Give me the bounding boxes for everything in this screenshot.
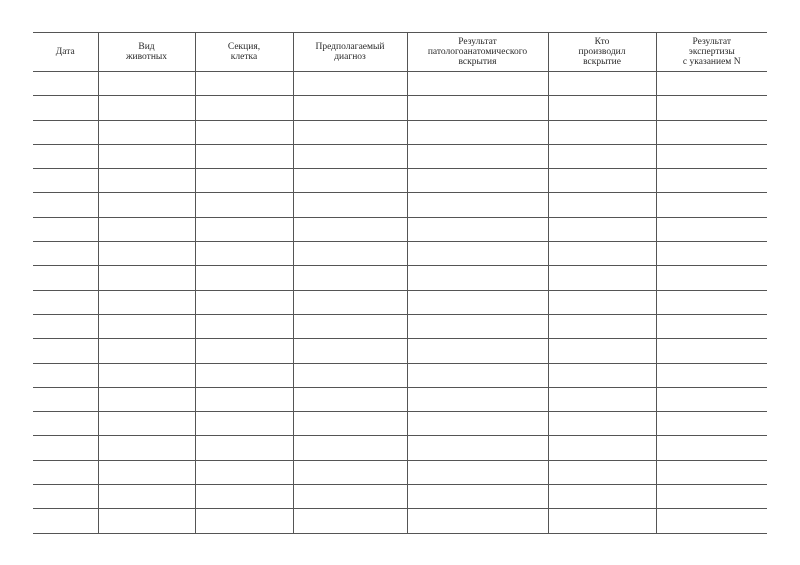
table-cell	[548, 96, 656, 120]
table-cell	[195, 290, 293, 314]
table-cell	[407, 242, 548, 266]
table-cell	[407, 460, 548, 484]
table-cell	[656, 144, 767, 168]
table-cell	[656, 169, 767, 193]
table-cell	[293, 485, 407, 509]
table-cell	[98, 193, 195, 217]
table-cell	[656, 436, 767, 460]
table-row	[33, 509, 767, 533]
table-cell	[293, 387, 407, 411]
table-cell	[656, 266, 767, 290]
table-cell	[293, 144, 407, 168]
table-cell	[293, 509, 407, 533]
table-row	[33, 436, 767, 460]
table-cell	[407, 387, 548, 411]
table-cell	[33, 96, 98, 120]
table-cell	[656, 387, 767, 411]
column-header-presumed-diagnosis: Предполагаемый диагноз	[293, 33, 407, 72]
table-row	[33, 290, 767, 314]
table-cell	[293, 363, 407, 387]
column-header-date: Дата	[33, 33, 98, 72]
table-cell	[33, 72, 98, 96]
table-cell	[656, 460, 767, 484]
table-cell	[293, 266, 407, 290]
table-cell	[195, 314, 293, 338]
table-cell	[293, 169, 407, 193]
table-cell	[98, 96, 195, 120]
table-cell	[33, 363, 98, 387]
table-cell	[98, 169, 195, 193]
table-row	[33, 412, 767, 436]
table-cell	[548, 314, 656, 338]
table-cell	[33, 509, 98, 533]
table-cell	[656, 120, 767, 144]
table-cell	[407, 412, 548, 436]
table-cell	[293, 96, 407, 120]
table-cell	[195, 485, 293, 509]
table-cell	[195, 217, 293, 241]
table-body	[33, 72, 767, 534]
table-cell	[407, 72, 548, 96]
table-cell	[98, 266, 195, 290]
table-cell	[98, 144, 195, 168]
table-cell	[548, 72, 656, 96]
column-header-performed-by: Кто производил вскрытие	[548, 33, 656, 72]
table-header-row	[33, 33, 767, 72]
table-cell	[407, 144, 548, 168]
table-cell	[33, 460, 98, 484]
table-cell	[293, 217, 407, 241]
column-header-expertise-result: Результат экспертизы с указанием N	[656, 33, 767, 72]
table-cell	[195, 242, 293, 266]
table-row	[33, 242, 767, 266]
table-cell	[195, 266, 293, 290]
table-cell	[195, 460, 293, 484]
table-cell	[407, 363, 548, 387]
table-cell	[293, 120, 407, 144]
table-cell	[293, 72, 407, 96]
table-cell	[548, 339, 656, 363]
table-cell	[33, 120, 98, 144]
table-row	[33, 169, 767, 193]
table-cell	[195, 387, 293, 411]
table-cell	[548, 217, 656, 241]
table-cell	[293, 412, 407, 436]
table-cell	[548, 436, 656, 460]
table-cell	[195, 96, 293, 120]
table-cell	[656, 217, 767, 241]
autopsy-journal-table	[33, 32, 767, 534]
table-cell	[33, 217, 98, 241]
table-cell	[98, 339, 195, 363]
table-cell	[33, 144, 98, 168]
table-row	[33, 193, 767, 217]
table-row	[33, 485, 767, 509]
table-row	[33, 460, 767, 484]
table-cell	[98, 242, 195, 266]
table-cell	[407, 436, 548, 460]
table-cell	[407, 485, 548, 509]
table-row	[33, 363, 767, 387]
table-cell	[548, 266, 656, 290]
table-cell	[98, 460, 195, 484]
table-cell	[293, 314, 407, 338]
table-cell	[98, 436, 195, 460]
table-cell	[548, 460, 656, 484]
table-cell	[656, 96, 767, 120]
table-cell	[195, 412, 293, 436]
table-cell	[98, 290, 195, 314]
table-cell	[33, 436, 98, 460]
table-cell	[98, 412, 195, 436]
table-cell	[407, 96, 548, 120]
table-cell	[98, 314, 195, 338]
table-cell	[195, 509, 293, 533]
table-cell	[293, 436, 407, 460]
table-row	[33, 217, 767, 241]
table-cell	[407, 266, 548, 290]
table-cell	[195, 72, 293, 96]
table-cell	[98, 485, 195, 509]
table-cell	[548, 242, 656, 266]
table-cell	[33, 412, 98, 436]
table-cell	[195, 120, 293, 144]
table-cell	[407, 339, 548, 363]
table-row	[33, 120, 767, 144]
table-cell	[33, 169, 98, 193]
table-cell	[548, 144, 656, 168]
table-cell	[195, 169, 293, 193]
table-cell	[548, 509, 656, 533]
table-cell	[656, 193, 767, 217]
table-row	[33, 387, 767, 411]
table-cell	[656, 485, 767, 509]
table-cell	[548, 485, 656, 509]
table-cell	[548, 193, 656, 217]
table-cell	[98, 217, 195, 241]
table-row	[33, 314, 767, 338]
table-cell	[656, 363, 767, 387]
table-cell	[548, 169, 656, 193]
table-cell	[293, 242, 407, 266]
table-cell	[656, 412, 767, 436]
table-cell	[195, 144, 293, 168]
table-cell	[656, 242, 767, 266]
table-row	[33, 144, 767, 168]
table-cell	[656, 72, 767, 96]
table-cell	[407, 120, 548, 144]
table-cell	[33, 314, 98, 338]
table-row	[33, 96, 767, 120]
table-cell	[195, 339, 293, 363]
table-cell	[293, 193, 407, 217]
table-cell	[98, 387, 195, 411]
table-cell	[656, 339, 767, 363]
table-cell	[33, 266, 98, 290]
table-cell	[98, 363, 195, 387]
column-header-autopsy-result: Результат патологоанатомического вскрытия	[407, 33, 548, 72]
column-header-animal-species: Вид животных	[98, 33, 195, 72]
table-cell	[98, 120, 195, 144]
table-row	[33, 72, 767, 96]
table-cell	[656, 314, 767, 338]
table-cell	[195, 193, 293, 217]
table-cell	[656, 290, 767, 314]
table-cell	[33, 290, 98, 314]
table-cell	[33, 242, 98, 266]
table-cell	[548, 363, 656, 387]
table-cell	[656, 509, 767, 533]
table-cell	[33, 193, 98, 217]
table-cell	[548, 387, 656, 411]
table-row	[33, 339, 767, 363]
table-cell	[195, 436, 293, 460]
column-header-section-cage: Секция, клетка	[195, 33, 293, 72]
table-cell	[407, 509, 548, 533]
table-cell	[407, 314, 548, 338]
table-cell	[98, 72, 195, 96]
table-cell	[407, 169, 548, 193]
table-cell	[293, 460, 407, 484]
table-cell	[33, 339, 98, 363]
table-cell	[293, 339, 407, 363]
table-cell	[407, 193, 548, 217]
table-cell	[548, 412, 656, 436]
table-cell	[293, 290, 407, 314]
table-cell	[195, 363, 293, 387]
table-cell	[548, 120, 656, 144]
table-cell	[548, 290, 656, 314]
table-cell	[407, 290, 548, 314]
table-cell	[33, 485, 98, 509]
table-cell	[407, 217, 548, 241]
table-row	[33, 266, 767, 290]
table-cell	[98, 509, 195, 533]
table-cell	[33, 387, 98, 411]
